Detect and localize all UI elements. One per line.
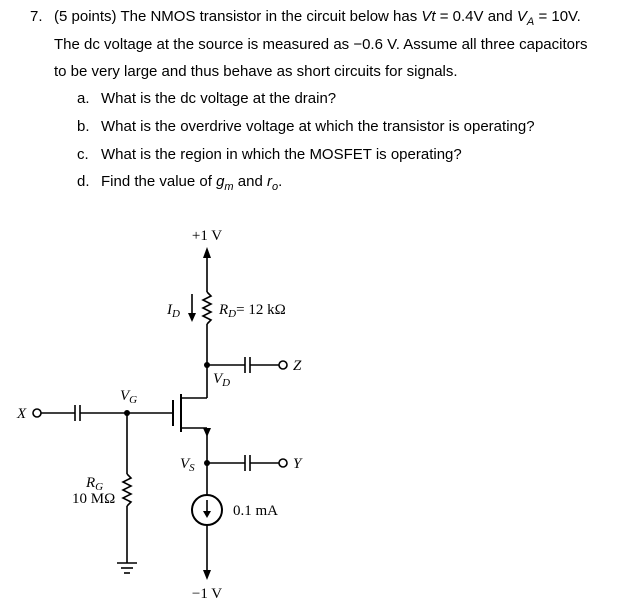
terminal-z: [279, 361, 287, 369]
question-line-2: The dc voltage at the source is measured as −0.6 V. Assume all three capacitors: [54, 36, 588, 53]
terminal-x: [33, 409, 41, 417]
vt-value: = 0.4V and: [439, 8, 513, 25]
id-label: $I_D$: [167, 302, 180, 320]
supply-bottom-label: −1 V: [191, 586, 223, 602]
vd-label: $V_D$: [213, 371, 231, 389]
question-points: (5 points): [54, 8, 117, 25]
current-source-label: 0.1 mA: [233, 503, 278, 519]
question-line-3: to be very large and thus behave as short circuits for signals.: [54, 63, 458, 80]
va-value: = 10V.: [538, 8, 581, 25]
mosfet-source-arrow-icon: [203, 428, 211, 437]
subquestion-label: a.: [77, 90, 90, 107]
rg-label: $R_G$: [86, 475, 104, 493]
subquestion-text: Find the value of: [101, 173, 212, 190]
gate-node-dot: [124, 410, 130, 416]
question-number: 7.: [30, 8, 43, 25]
source-node-dot: [204, 460, 210, 466]
node-z-label: Z: [293, 358, 302, 374]
current-source-arrow-icon: [203, 511, 211, 518]
subquestion-text: What is the region in which the MOSFET is operating?: [101, 146, 462, 163]
drain-node-dot: [204, 362, 210, 368]
rg-value: 10 MΩ: [72, 491, 116, 507]
subquestion-label: d.: [77, 173, 90, 190]
supply-top-label: +1 V: [191, 228, 223, 244]
rd-label: $R_D= 12$ kΩ: [219, 302, 286, 320]
rg-resistor: [123, 474, 131, 506]
subquestion-and: and: [237, 173, 263, 190]
supply-bottom-arrow-icon: [203, 570, 211, 580]
subquestion-label: c.: [77, 146, 89, 163]
subquestion-text: What is the overdrive voltage at which the transistor is operating?: [101, 118, 535, 135]
terminal-y: [279, 459, 287, 467]
gm-symbol: $g_m$: [216, 173, 234, 193]
ro-symbol: $r_o$: [266, 173, 279, 193]
vt-symbol: Vt: [421, 8, 436, 25]
va-symbol: $V_A$: [516, 8, 535, 28]
node-x-label: X: [17, 406, 27, 422]
vg-label: $V_G$: [120, 388, 138, 406]
id-arrow-icon: [188, 313, 196, 322]
subquestion-period: .: [278, 173, 283, 190]
rd-resistor: [203, 292, 211, 324]
node-y-label: Y: [293, 456, 302, 472]
subquestion-text: What is the dc voltage at the drain?: [101, 90, 337, 107]
subquestion-label: b.: [77, 118, 90, 135]
supply-top-arrow: [203, 247, 211, 258]
vs-label: $V_S$: [180, 456, 195, 474]
question-intro: The NMOS transistor in the circuit below has: [120, 8, 418, 25]
